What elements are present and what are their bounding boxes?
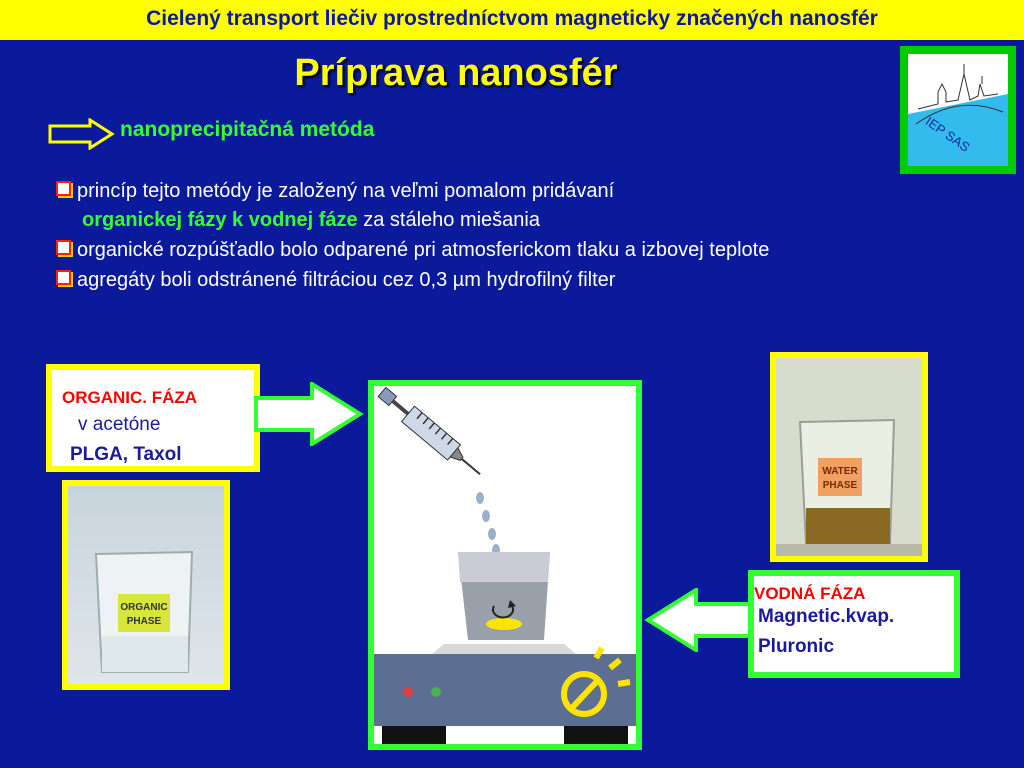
- top-banner: [0, 0, 1024, 40]
- bullet-square-icon: [56, 270, 71, 285]
- bullet-3-text: agregáty boli odstránené filtráciou cez 0,3 µm hydrofilný filter: [77, 269, 616, 291]
- aqueous-phase-line1: Magnetic.kvap.: [758, 606, 895, 627]
- bullet-1-continuation: [82, 209, 540, 232]
- organic-phase-photo: [62, 480, 230, 690]
- institute-logo: [900, 46, 1016, 174]
- arrow-right-icon: [254, 382, 364, 446]
- beaker-icon: [458, 552, 550, 640]
- logo-text: IEP SAS: [922, 113, 973, 155]
- water-phase-photo: [770, 352, 928, 562]
- bullet-2: [56, 239, 769, 262]
- status-light-icon: [431, 687, 441, 697]
- organic-photo-label-2: PHASE: [126, 616, 162, 627]
- logo-graphic: [908, 54, 1008, 166]
- bullet-1-line2: za stáleho miešania: [357, 209, 540, 231]
- banner-text: Cielený transport liečiv prostredníctvom magneticky značených nanosfér: [146, 7, 878, 30]
- organic-phase-solvent: v acetóne: [78, 414, 161, 435]
- organic-phase-heading: ORGANIC. FÁZA: [62, 388, 198, 407]
- organic-phase-components: PLGA, Taxol: [70, 444, 182, 465]
- bullet-square-icon: [56, 240, 71, 255]
- water-beaker-image: [776, 358, 922, 556]
- bullet-3: [56, 269, 615, 292]
- aqueous-phase-heading: VODNÁ FÁZA: [754, 584, 866, 603]
- slide-title: Príprava nanosfér: [294, 52, 618, 94]
- bullet-2-text: organické rozpúšťadlo bolo odparené pri atmosferickom tlaku a izbovej teplote: [77, 239, 770, 261]
- subtitle-arrow-icon: [46, 118, 116, 150]
- organic-beaker-image: [68, 486, 224, 684]
- bullet-1-line1: princíp tejto metódy je založený na veľmi pomalom pridávaní: [77, 180, 615, 202]
- bullet-square-icon: [56, 181, 71, 196]
- organic-phase-card: [46, 364, 260, 472]
- stirrer-illustration: [368, 380, 642, 750]
- magnetic-stirrer-image: [374, 386, 636, 744]
- bullet-1: [56, 180, 614, 203]
- aqueous-phase-card: [748, 570, 960, 678]
- method-subtitle: nanoprecipitačná metóda: [120, 118, 375, 141]
- organic-photo-label-1: ORGANIC: [120, 602, 168, 613]
- stirrer-base: [374, 654, 636, 726]
- aqueous-phase-line2: Pluronic: [758, 636, 835, 657]
- power-light-icon: [403, 687, 413, 697]
- arrow-left-icon: [644, 588, 754, 652]
- water-photo-label-1: WATER: [822, 466, 858, 477]
- bullet-1-highlight: organickej fázy k vodnej fáze: [82, 209, 358, 231]
- water-photo-label-2: PHASE: [822, 480, 858, 491]
